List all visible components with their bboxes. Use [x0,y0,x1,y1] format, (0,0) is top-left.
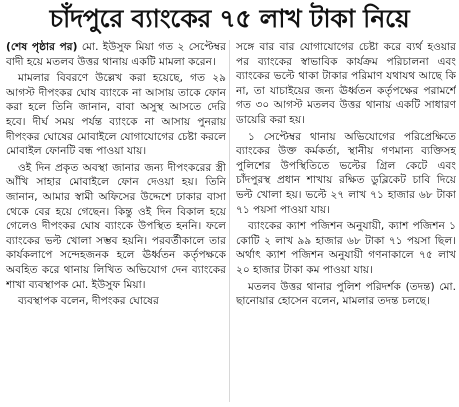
paragraph-8: মতলব উত্তর থানার পুলিশ পরিদর্শক (তদন্ত) মো. ছানোয়ার হোসেন বলেন, মামলার তদন্ত চলছে। [236,280,456,308]
column-divider [229,40,230,402]
paragraph-1 [6,40,226,69]
left-column [6,40,226,402]
headline: চাঁদপুরে ব্যাংকের ৭৫ লাখ টাকা নিয়ে [49,4,410,33]
continuation-marker: (শেষ পৃষ্ঠার পর) [6,41,78,53]
paragraph-7: ব্যাংকের ক্যাশ পজিশন অনুযায়ী, ক্যাশ পজিশন ১ কোটি ২ লাখ ৯৯ হাজার ৬৮ টাকা ৭১ পয়সা ছিল। অর্থাৎ ক্যাশ পজিশন অনুযায়ী গণনাকালে ৭৫ লাখ ২০ হাজার টাকা কম পাওয়া যায়। [236,220,456,276]
paragraph-1-text: মো. ইউসুফ মিয়া গত ২ সেপ্টেম্বর বাদী হয়ে মতলব উত্তর থানায় একটি মামলা করেন। [6,41,226,68]
paragraph-5: সঙ্গে বার বার যোগাযোগের চেষ্টা করে ব্যর্থ হওয়ার পর ব্যাংকের স্বাভাবিক কার্যক্রম পরিচালনা এবং ব্যাংকের ভল্টে থাকা টাকার পরিমাণ যথাযথ আছে কি না, তা যাচাইয়ের জন্য ঊর্ধ্বতন কর্তৃপক্ষের পরামর্শে গত ৩০ আগস্ট মতলব উত্তর থানায় একটি সাধারণ ডায়েরি করা হয়। [236,41,456,126]
right-column [236,40,456,402]
paragraph-4: ব্যবস্থাপক বলেন, দীপংকর ঘোষের [18,295,159,308]
paragraph-6: ১ সেপ্টেম্বর থানায় অভিযোগের পরিপ্রেক্ষিতে ব্যাংকের উক্ত কর্মকর্তা, স্থানীয় গণমান্য ব্যক্তিসহ পুলিশের উপস্থিতিতে ভল্টের গ্রিল কেটে এবং চাঁদপুরস্থ প্রধান শাখায় রক্ষিত ডুব্লিকেট চাবি দিয়ে ভল্ট খোলা হয়। ভল্টে ২৭ লাখ ৭১ হাজার ৬৮ টাকা ৭১ পয়সা পাওয়া যায়। [236,130,456,216]
paragraph-3: ওই দিন প্রকৃত অবস্থা জানার জন্য দীপংকরের স্ত্রী আঁখি সাহার মোবাইলে ফোন দেওয়া হয়। তিনি জানান, আমার স্বামী অফিসের উদ্দেশে ঢাকার বাসা থেকে বের হয়ে গেছেন। কিন্তু ওই দিন বিকাল হয়ে গেলেও দীপংকর ঘোষ ব্যাংকে উপস্থিত হননি। ফলে ব্যাংকের ভল্ট খোলা সম্ভব হয়নি। পরবর্তীকালে তার কার্যকলাপে সন্দেহজনক হলে ঊর্ধ্বতন কর্তৃপক্ষকে অবহিত করে থানায় লিখিত অভিযোগ দেন ব্যাংকের শাখা ব্যবস্থাপক মো. ইউসুফ মিয়া। [6,161,226,291]
paragraph-2: মামলার বিবরণে উল্লেখ করা হয়েছে, গত ২৯ আগস্ট দীপংকর ঘোষ ব্যাংকে না আসায় তাকে ফোন করা হলে তিনি জানান, বাবা অসুস্থ আসতে দেরি হবে। দীর্ঘ সময় পর্যন্ত ব্যাংকে না আসায় পুনরায় দীপংকর ঘোষের মোবাইলে যোগাযোগের চেষ্টা করলে মোবাইল ফোনটি বন্ধ পাওয়া যায়। [6,72,226,158]
